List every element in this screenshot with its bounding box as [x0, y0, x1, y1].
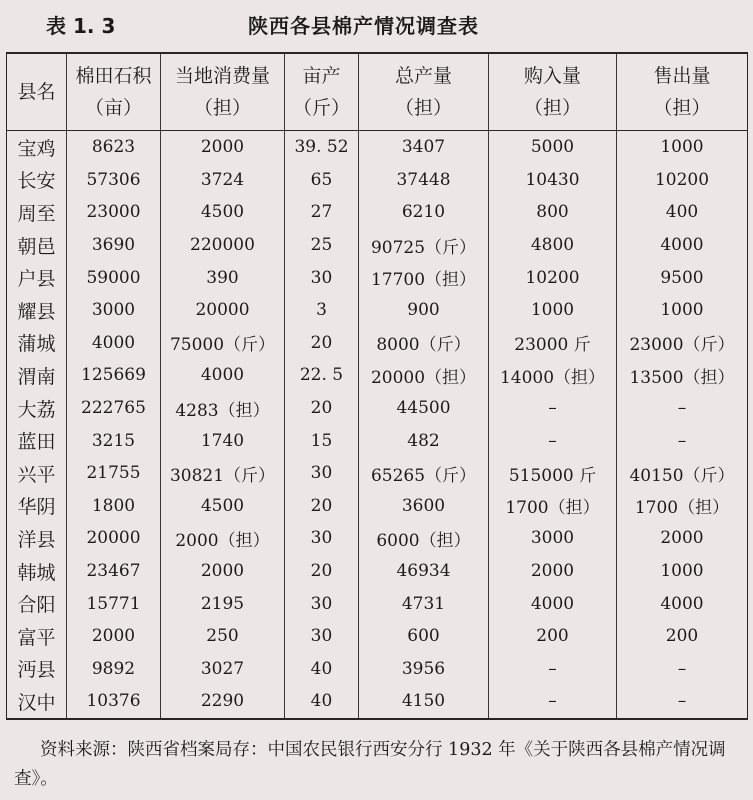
cell-sold: 9500 — [660, 267, 704, 288]
cell-yield-per-mu: 39. 52 — [285, 131, 359, 164]
table-row — [7, 685, 748, 719]
cell-cotton-area: 15771 — [67, 587, 161, 620]
cell-cotton-area: 8623 — [67, 131, 161, 164]
cell-yield-per-mu: 30 — [285, 457, 359, 490]
cell-local-consumption: 2290 — [161, 685, 285, 719]
cell-purchased: 1000 — [489, 294, 617, 327]
table-row — [7, 620, 748, 653]
cell-local-consumption: 75000（斤） — [161, 327, 285, 360]
cell-yield-per-mu: 3 — [285, 294, 359, 327]
cell-yield-per-mu: 27 — [285, 196, 359, 229]
cell-county: 洋县 — [7, 522, 67, 555]
cell-local-consumption: 220000 — [161, 229, 285, 262]
table-row — [7, 359, 748, 392]
cell-local-consumption: 390 — [161, 261, 285, 294]
header-yield-per-mu: 亩产 （斤） — [285, 53, 359, 131]
header-total-output: 总产量 （担） — [359, 53, 489, 131]
cell-purchased: – — [489, 392, 617, 425]
cell-local-consumption: 4000 — [161, 359, 285, 392]
cell-yield-per-mu: 30 — [285, 620, 359, 653]
cell-purchased: 4000 — [489, 587, 617, 620]
header-purchased: 购入量 （担） — [489, 53, 617, 131]
cell-total-output: 3407 — [359, 131, 489, 164]
header-sold: 售出量 （担） — [617, 53, 748, 131]
cell-total-output: 8000（斤） — [359, 327, 489, 360]
title-row — [0, 8, 753, 42]
cell-purchased: – — [489, 424, 617, 457]
cell-yield-per-mu: 65 — [285, 164, 359, 197]
cell-total-output: 3956 — [359, 653, 489, 686]
cell-cotton-area: 1800 — [67, 490, 161, 523]
cell-total-output: 20000（担） — [359, 359, 489, 392]
cell-total-output: 90725（斤） — [359, 229, 489, 262]
cell-yield-per-mu: 40 — [285, 653, 359, 686]
cell-county: 合阳 — [7, 587, 67, 620]
table-number: 表 1. 3 — [46, 14, 116, 38]
cell-total-output: 6210 — [359, 196, 489, 229]
cell-cotton-area: 125669 — [67, 359, 161, 392]
cell-purchased: – — [489, 653, 617, 686]
cell-yield-per-mu: 30 — [285, 587, 359, 620]
cell-county: 户县 — [7, 261, 67, 294]
table-row — [7, 587, 748, 620]
cell-purchased: 1700（担） — [489, 490, 617, 523]
cell-total-output: 37448 — [359, 164, 489, 197]
cell-total-output: 900 — [359, 294, 489, 327]
header-row — [7, 53, 748, 131]
cell-purchased: 10430 — [489, 164, 617, 197]
cell-county: 渭南 — [7, 359, 67, 392]
cell-cotton-area: 21755 — [67, 457, 161, 490]
cell-yield-per-mu: 20 — [285, 490, 359, 523]
cell-cotton-area: 2000 — [67, 620, 161, 653]
cell-sold: 4000 — [660, 593, 704, 614]
cell-total-output: 600 — [359, 620, 489, 653]
cell-county: 长安 — [7, 164, 67, 197]
cell-sold: 40150（斤） — [629, 465, 735, 486]
table-row — [7, 555, 748, 588]
cell-total-output: 46934 — [359, 555, 489, 588]
cell-county: 汉中 — [7, 685, 67, 719]
cell-yield-per-mu: 25 — [285, 229, 359, 262]
cell-local-consumption: 2000 — [161, 131, 285, 164]
table-row — [7, 196, 748, 229]
cell-cotton-area: 222765 — [67, 392, 161, 425]
source-note: 资料来源：陕西省档案局存：中国农民银行西安分行 1932 年《关于陕西各县棉产情况调查》。 — [14, 740, 726, 789]
cell-county: 宝鸡 — [7, 131, 67, 164]
cell-sold: 1000 — [660, 561, 704, 582]
cell-purchased: 10200 — [489, 261, 617, 294]
cell-total-output: 3600 — [359, 490, 489, 523]
cell-sold: 1700（担） — [634, 498, 730, 519]
table-row — [7, 457, 748, 490]
cell-sold: 2000 — [660, 528, 704, 549]
cell-sold: 1000 — [660, 137, 704, 158]
cell-total-output: 6000（担） — [359, 522, 489, 555]
cell-cotton-area: 3215 — [67, 424, 161, 457]
cell-sold: – — [677, 691, 687, 712]
cell-yield-per-mu: 30 — [285, 522, 359, 555]
cell-cotton-area: 23467 — [67, 555, 161, 588]
cell-total-output: 4150 — [359, 685, 489, 719]
cell-total-output: 44500 — [359, 392, 489, 425]
cell-sold: 23000（斤） — [629, 335, 735, 356]
cell-local-consumption: 3724 — [161, 164, 285, 197]
cell-yield-per-mu: 20 — [285, 555, 359, 588]
cell-sold: 10200 — [654, 169, 710, 190]
cell-local-consumption: 2195 — [161, 587, 285, 620]
cell-cotton-area: 10376 — [67, 685, 161, 719]
table-row — [7, 294, 748, 327]
table-row — [7, 490, 748, 523]
cell-local-consumption: 4283（担） — [161, 392, 285, 425]
cell-purchased: – — [489, 685, 617, 719]
cell-total-output: 4731 — [359, 587, 489, 620]
cell-purchased: 200 — [489, 620, 617, 653]
cell-purchased: 3000 — [489, 522, 617, 555]
table-row — [7, 327, 748, 360]
cell-county: 蓝田 — [7, 424, 67, 457]
table-row — [7, 653, 748, 686]
cell-yield-per-mu: 15 — [285, 424, 359, 457]
cell-yield-per-mu: 40 — [285, 685, 359, 719]
table-row — [7, 131, 748, 164]
cell-local-consumption: 1740 — [161, 424, 285, 457]
cell-purchased: 5000 — [489, 131, 617, 164]
cell-yield-per-mu: 30 — [285, 261, 359, 294]
cell-cotton-area: 57306 — [67, 164, 161, 197]
cell-local-consumption: 4500 — [161, 490, 285, 523]
cell-local-consumption: 20000 — [161, 294, 285, 327]
cotton-survey-table — [6, 52, 748, 720]
cell-county: 华阴 — [7, 490, 67, 523]
table-row — [7, 522, 748, 555]
table-row — [7, 424, 748, 457]
cell-local-consumption: 3027 — [161, 653, 285, 686]
cell-yield-per-mu: 20 — [285, 392, 359, 425]
cell-local-consumption: 2000 — [161, 555, 285, 588]
cell-sold: 4000 — [660, 235, 704, 256]
cell-total-output: 482 — [359, 424, 489, 457]
cell-purchased: 515000 斤 — [489, 457, 617, 490]
cell-county: 韩城 — [7, 555, 67, 588]
table-title: 陕西各县棉产情况调查表 — [248, 14, 479, 38]
cell-cotton-area: 4000 — [67, 327, 161, 360]
cell-sold: 200 — [665, 626, 699, 647]
cell-sold: – — [677, 430, 687, 451]
cell-local-consumption: 250 — [161, 620, 285, 653]
cell-purchased: 800 — [489, 196, 617, 229]
table-row — [7, 261, 748, 294]
cell-county: 周至 — [7, 196, 67, 229]
cell-cotton-area: 59000 — [67, 261, 161, 294]
cell-cotton-area: 23000 — [67, 196, 161, 229]
cell-county: 耀县 — [7, 294, 67, 327]
table-row — [7, 164, 748, 197]
cell-county: 朝邑 — [7, 229, 67, 262]
cell-county: 蒲城 — [7, 327, 67, 360]
cell-purchased: 23000 斤 — [489, 327, 617, 360]
cell-county: 大荔 — [7, 392, 67, 425]
header-local-consumption: 当地消费量 （担） — [161, 53, 285, 131]
cell-sold: – — [677, 398, 687, 419]
cell-cotton-area: 3690 — [67, 229, 161, 262]
cell-local-consumption: 30821（斤） — [161, 457, 285, 490]
cell-cotton-area: 3000 — [67, 294, 161, 327]
cell-cotton-area: 9892 — [67, 653, 161, 686]
cell-purchased: 14000（担） — [489, 359, 617, 392]
cell-county: 兴平 — [7, 457, 67, 490]
cell-total-output: 65265（斤） — [359, 457, 489, 490]
table-row — [7, 392, 748, 425]
cell-local-consumption: 4500 — [161, 196, 285, 229]
cell-yield-per-mu: 20 — [285, 327, 359, 360]
cell-yield-per-mu: 22. 5 — [285, 359, 359, 392]
cell-purchased: 4800 — [489, 229, 617, 262]
cell-local-consumption: 2000（担） — [161, 522, 285, 555]
cell-sold: 1000 — [660, 300, 704, 321]
cell-sold: 13500（担） — [629, 367, 735, 388]
table-row — [7, 229, 748, 262]
cell-county: 沔县 — [7, 653, 67, 686]
header-county: 县名 — [7, 53, 67, 131]
cell-cotton-area: 20000 — [67, 522, 161, 555]
cell-purchased: 2000 — [489, 555, 617, 588]
header-cotton-area: 棉田石积 （亩） — [67, 53, 161, 131]
cell-total-output: 17700（担） — [359, 261, 489, 294]
cell-sold: – — [677, 658, 687, 679]
cell-sold: 400 — [665, 202, 699, 223]
cell-county: 富平 — [7, 620, 67, 653]
